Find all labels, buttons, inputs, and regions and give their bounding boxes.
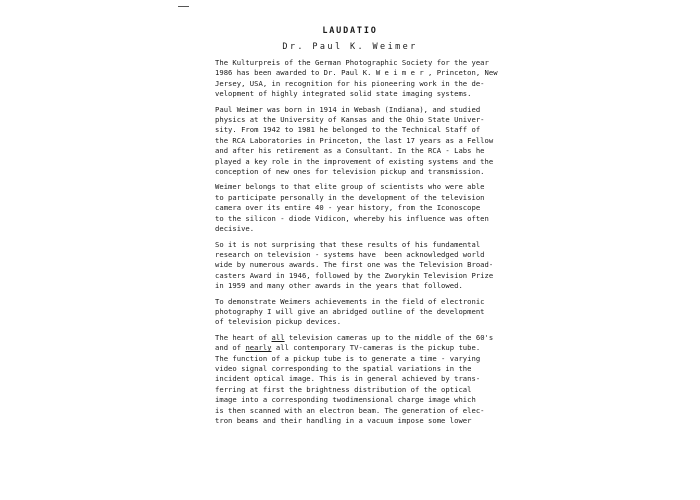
text-line: the RCA Laboratories in Princeton, the last 17 years as a Fellow	[215, 135, 494, 145]
text-line: The function of a pickup tube is to generate a time - varying	[215, 353, 481, 363]
text-line: incident optical image. This is in general achieved by trans-	[215, 374, 481, 384]
text-line: of television pickup devices.	[215, 317, 342, 327]
text-line: To demonstrate Weimers achievements in the field of electronic	[215, 296, 485, 306]
text-segment: television cameras up to the middle of the 60's	[284, 332, 494, 342]
text-line: is then scanned with an electron beam. The generation of elec-	[215, 405, 485, 415]
text-line-rich	[215, 333, 515, 343]
text-line: Weimer belongs to that elite group of scientists who were able	[215, 182, 485, 192]
text-line: tron beams and their handling in a vacuum impose some lower	[215, 416, 472, 425]
text-segment: and of	[215, 343, 246, 353]
text-segment: The heart of	[215, 332, 272, 342]
paragraph-awards	[215, 240, 515, 292]
paragraph-elite-group	[215, 182, 515, 234]
text-line: decisive.	[215, 224, 255, 234]
text-segment: all contemporary TV-cameras is the pickup tube.	[271, 343, 481, 353]
text-line: physics at the University of Kansas and the Ohio State Univer-	[215, 115, 485, 125]
document-title: LAUDATIO	[322, 26, 378, 36]
text-line: velopment of highly integrated solid state imaging systems.	[215, 89, 472, 99]
text-line: camera over its entire 40 - year history, from the Iconoscope	[215, 203, 481, 213]
text-line: played a key role in the improvement of existing systems and the	[215, 156, 494, 166]
text-line: wide by numerous awards. The first one was the Television Broad-	[215, 260, 494, 270]
text-line: So it is not surprising that these results of his fundamental	[215, 239, 481, 249]
text-line: ferring at first the brightness distribution of the optical	[215, 384, 472, 394]
text-line: 1986 has been awarded to Dr. Paul K. W e i m e r , Princeton, New	[215, 68, 498, 78]
paragraph-biography	[215, 105, 515, 178]
text-line: Jersey, USA, in recognition for his pioneering work in the de-	[215, 78, 485, 88]
text-line: casters Award in 1946, followed by the Zworykin Television Prize	[215, 270, 494, 280]
text-line: sity. From 1942 to 1981 he belonged to the Technical Staff of	[215, 125, 481, 135]
paragraph-outline	[215, 297, 515, 328]
text-line: to participate personally in the development of the television	[215, 192, 485, 202]
text-line: and after his retirement as a Consultant. In the RCA - Labs he	[215, 146, 485, 156]
text-line: conception of new ones for television pickup and transmission.	[215, 167, 485, 177]
scan-mark	[178, 6, 189, 7]
underlined-word: nearly	[245, 343, 272, 353]
paragraph-pickup-tube	[215, 333, 515, 427]
text-line: image into a corresponding twodimensional charge image which	[215, 395, 476, 405]
paragraph-award	[215, 58, 515, 100]
text-line: video signal corresponding to the spatial variations in the	[215, 363, 472, 373]
text-line: in 1959 and many other awards in the years that followed.	[215, 281, 463, 291]
text-line: Paul Weimer was born in 1914 in Webash (Indiana), and studied	[215, 104, 481, 114]
text-line: research on television - systems have been acknowledged world	[215, 249, 485, 259]
document-subtitle: Dr. Paul K. Weimer	[282, 42, 418, 52]
underlined-word: all	[271, 332, 285, 342]
text-line: The Kulturpreis of the German Photographic Society for the year	[215, 58, 489, 67]
text-line: photography I will give an abridged outline of the development	[215, 306, 485, 316]
text-line-rich	[215, 343, 515, 353]
text-line: to the silicon - diode Vidicon, whereby his influence was often	[215, 213, 489, 223]
document-body	[215, 58, 515, 431]
